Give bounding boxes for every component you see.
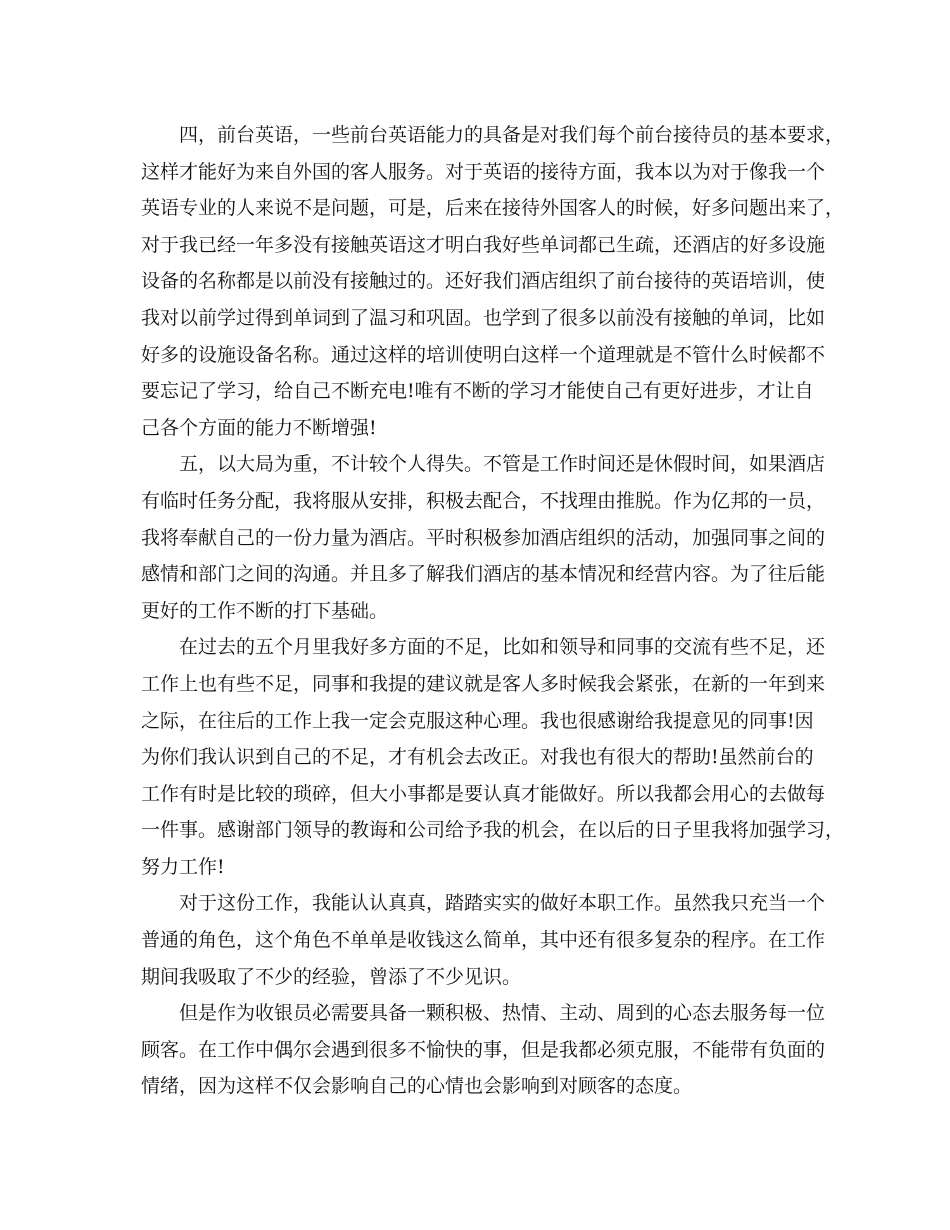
text-line: 我将奉献自己的一份力量为酒店。平时积极参加酒店组织的活动，加强同事之间的	[141, 526, 826, 549]
text-line: 英语专业的人来说不是问题，可是，后来在接待外国客人的时候，好多问题出来了，	[141, 197, 845, 220]
paragraph-job-attitude	[141, 885, 826, 995]
document-body	[141, 117, 845, 1105]
paragraph-front-desk-english	[141, 117, 845, 446]
text-line: 顾客。在工作中偶尔会遇到很多不愉快的事，但是我都必须克服，不能带有负面的	[141, 1038, 826, 1061]
text-line: 设备的名称都是以前没有接触过的。还好我们酒店组织了前台接待的英语培训，使	[141, 270, 826, 293]
text-line: 工作有时是比较的琐碎，但大小事都是要认真才能做好。所以我都会用心的去做每	[141, 782, 826, 805]
text-line: 我对以前学过得到单词到了温习和巩固。也学到了很多以前没有接触的单词，比如	[141, 306, 826, 329]
text-line: 为你们我认识到自己的不足，才有机会去改正。对我也有很大的帮助!虽然前台的	[141, 746, 814, 769]
text-line: 要忘记了学习，给自己不断充电!唯有不断的学习才能使自己有更好进步，才让自	[141, 380, 814, 403]
text-line: 己各个方面的能力不断增强!	[141, 416, 377, 439]
text-line: 对于我已经一年多没有接触英语这才明白我好些单词都已生疏，还酒店的好多设施	[141, 233, 826, 256]
text-line: 但是作为收银员必需要具备一颗积极、热情、主动、周到的心态去服务每一位	[179, 1002, 826, 1025]
text-line: 在过去的五个月里我好多方面的不足，比如和领导和同事的交流有些不足，还	[179, 636, 826, 659]
text-line: 情绪，因为这样不仅会影响自己的心情也会影响到对顾客的态度。	[141, 1075, 693, 1098]
paragraph-cashier-mindset	[141, 995, 826, 1105]
text-line: 期间我吸取了不少的经验，曾添了不少见识。	[141, 965, 522, 988]
text-line: 工作上也有些不足，同事和我提的建议就是客人多时候我会紧张，在新的一年到来	[141, 672, 826, 695]
paragraph-big-picture	[141, 446, 826, 629]
text-line: 五，以大局为重，不计较个人得失。不管是工作时间还是休假时间，如果酒店	[179, 453, 826, 476]
text-line: 有临时任务分配，我将服从安排，积极去配合，不找理由推脱。作为亿邦的一员，	[141, 489, 826, 512]
text-line: 好多的设施设备名称。通过这样的培训使明白这样一个道理就是不管什么时候都不	[141, 343, 826, 366]
text-line: 感情和部门之间的沟通。并且多了解我们酒店的基本情况和经营内容。为了往后能	[141, 563, 826, 586]
text-line: 这样才能好为来自外国的客人服务。对于英语的接待方面，我本以为对于像我一个	[141, 160, 826, 183]
text-line: 之际，在往后的工作上我一定会克服这种心理。我也很感谢给我提意见的同事!因	[141, 709, 814, 732]
text-line: 对于这份工作，我能认认真真，踏踏实实的做好本职工作。虽然我只充当一个	[179, 892, 826, 915]
text-line: 努力工作!	[141, 855, 225, 878]
text-line: 一件事。感谢部门领导的教诲和公司给予我的机会，在以后的日子里我将加强学习，	[141, 819, 845, 842]
text-line: 更好的工作不断的打下基础。	[141, 599, 389, 622]
text-line: 四，前台英语，一些前台英语能力的具备是对我们每个前台接待员的基本要求，	[179, 124, 845, 146]
text-line: 普通的角色，这个角色不单单是收钱这么简单，其中还有很多复杂的程序。在工作	[141, 929, 826, 952]
paragraph-shortcomings	[141, 629, 845, 885]
